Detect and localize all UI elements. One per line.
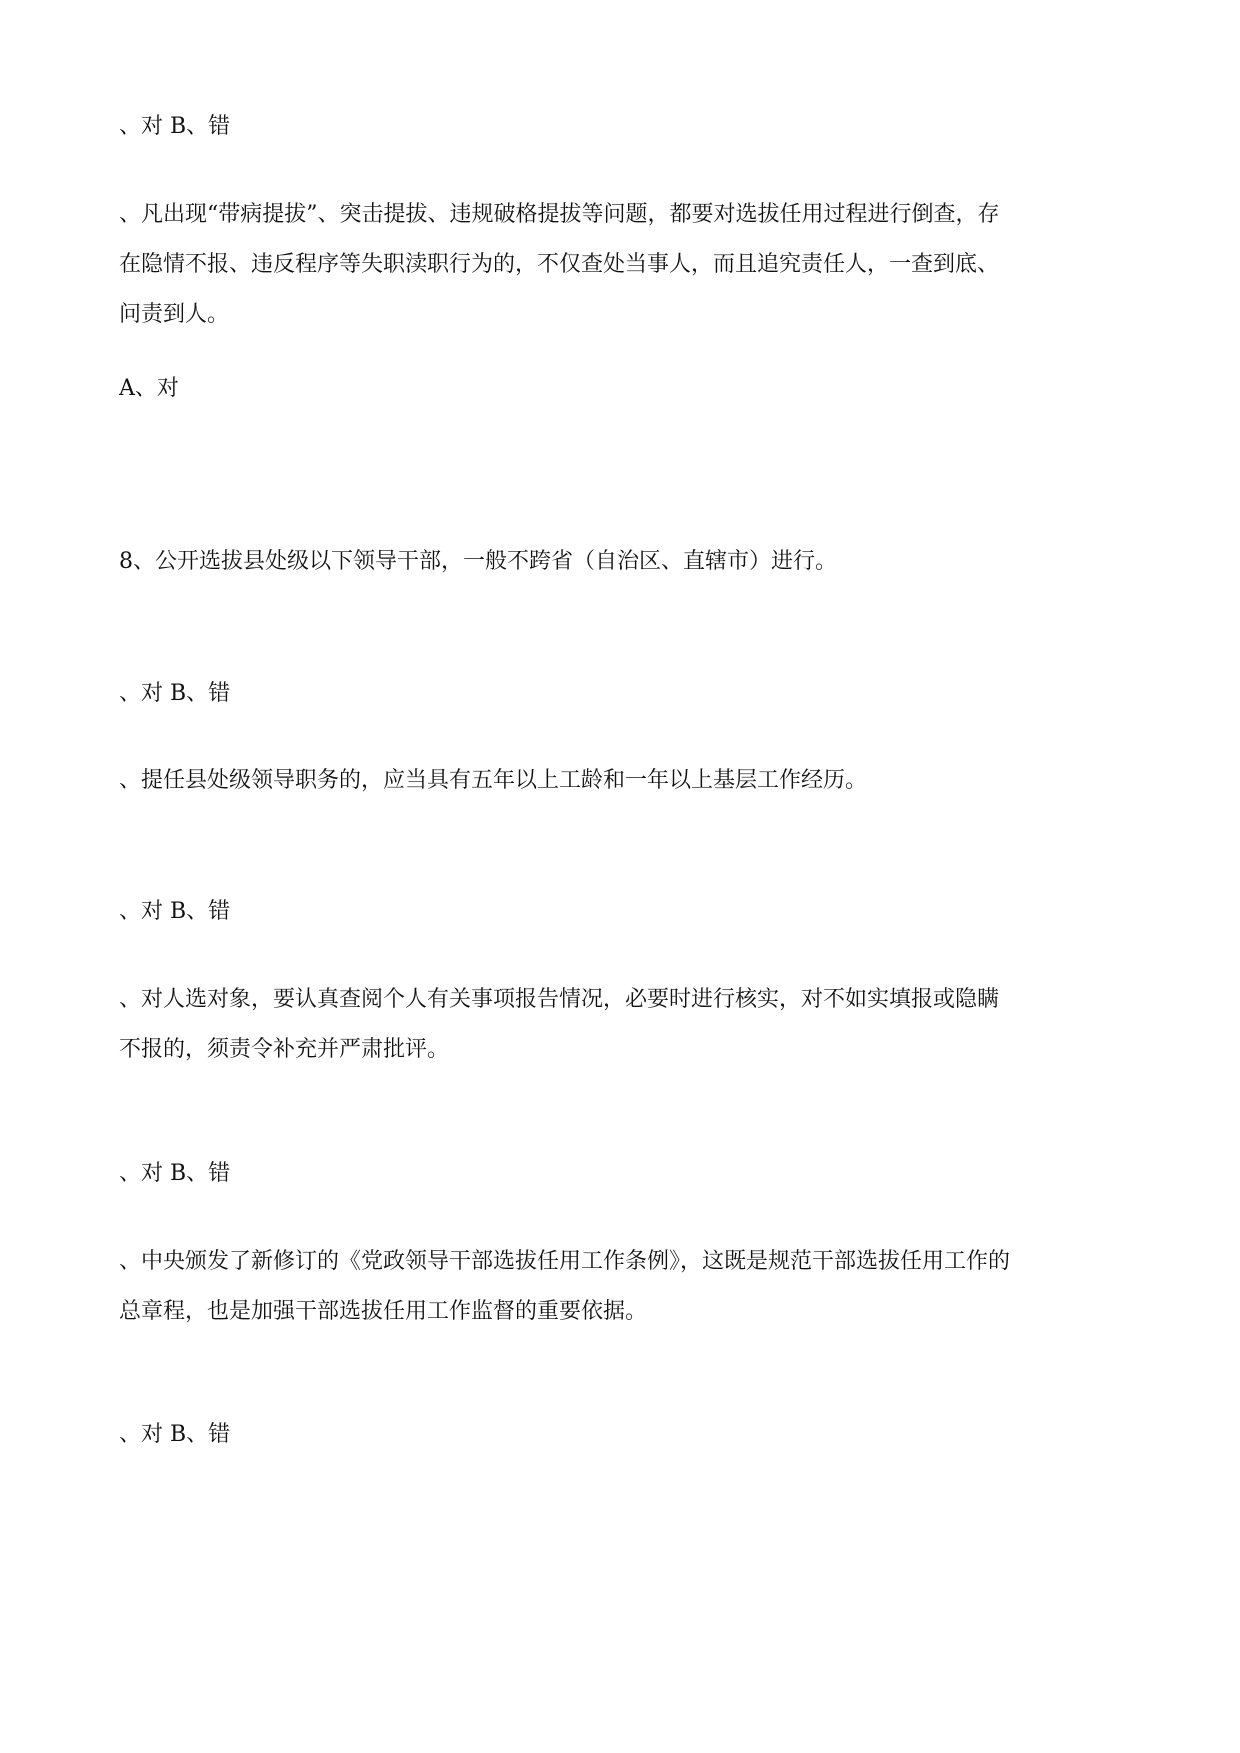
question-7-line-1: 、凡出现“带病提拔”、突击提拔、违规破格提拔等问题，都要对选拔任用过程进行倒查，存 (119, 202, 1000, 227)
question-10 (119, 975, 1129, 1075)
question-8: 8、公开选拔县处级以下领导干部，一般不跨省（自治区、直辖市）进行。 (119, 549, 837, 574)
question-11-line-2: 总章程，也是加强干部选拔任用工作监督的重要依据。 (119, 1299, 648, 1324)
answer-options-5: 、对 B、错 (119, 1161, 231, 1186)
answer-options-4: 、对 B、错 (119, 899, 231, 924)
answer-options-1: 、对 B、错 (119, 114, 231, 139)
question-11-line-1: 、中央颁发了新修订的《党政领导干部选拔任用工作条例》，这既是规范干部选拔任用工作的 (119, 1249, 1011, 1274)
question-7 (119, 190, 1129, 340)
answer-options-3: 、对 B、错 (119, 681, 231, 706)
question-7-line-2: 在隐情不报、违反程序等失职渎职行为的，不仅查处当事人，而且追究责任人，一查到底、 (119, 252, 1000, 277)
answer-options-2: A、对 (119, 376, 179, 401)
question-10-line-1: 、对人选对象，要认真查阅个人有关事项报告情况，必要时进行核实，对不如实填报或隐瞒 (119, 987, 1000, 1012)
question-7-line-3: 问责到人。 (119, 302, 230, 327)
question-9: 、提任县处级领导职务的，应当具有五年以上工龄和一年以上基层工作经历。 (119, 768, 868, 793)
question-10-line-2: 不报的，须责令补充并严肃批评。 (119, 1037, 450, 1062)
answer-options-6: 、对 B、错 (119, 1422, 231, 1447)
question-11 (119, 1237, 1129, 1337)
